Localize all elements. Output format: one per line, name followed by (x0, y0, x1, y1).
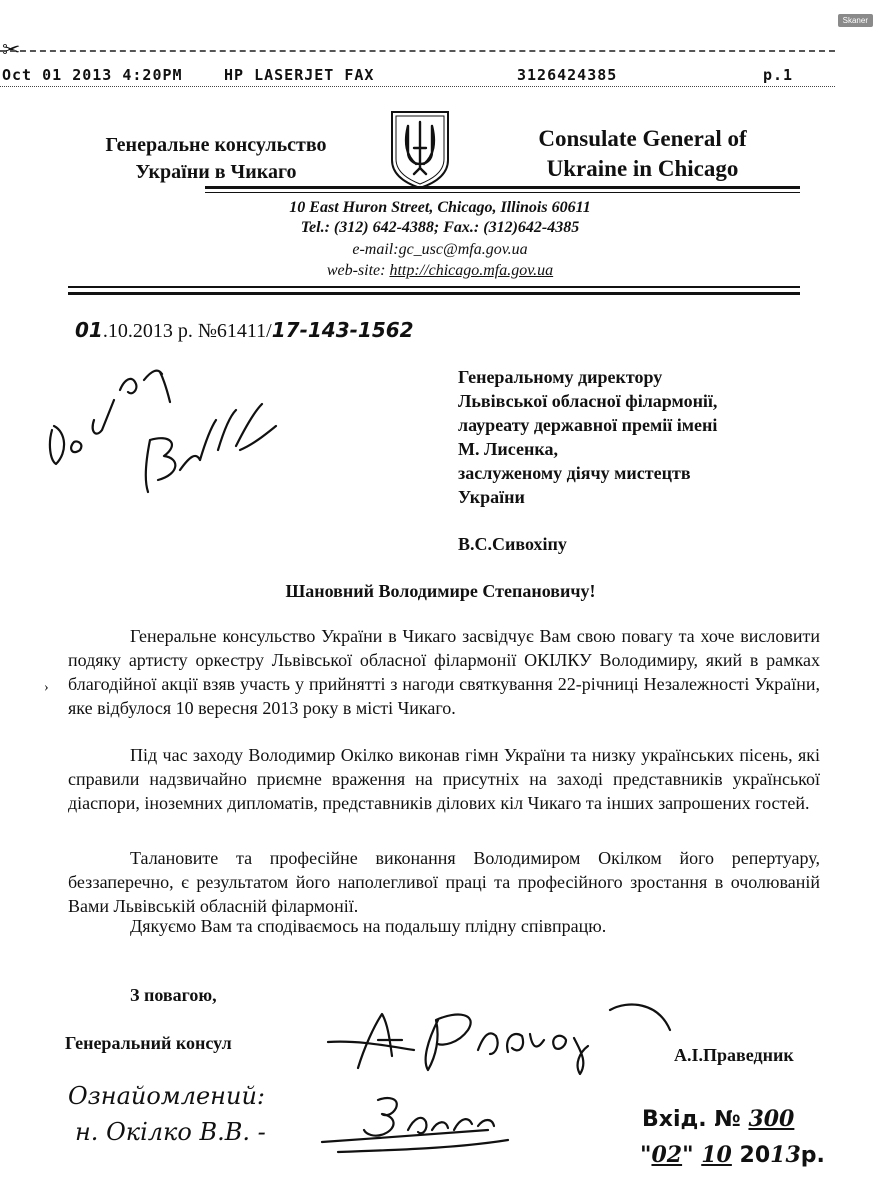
consulate-email: e-mail:gc_usc@mfa.gov.ua (352, 241, 528, 258)
cut-line (0, 50, 835, 52)
scissors-icon: ✂ (2, 38, 21, 63)
consulate-name-en-line2: Ukraine in Chicago (546, 156, 739, 181)
consulate-address: 10 East Huron Street, Chicago, Illinois 60611 (289, 199, 591, 216)
address-rule (68, 286, 800, 288)
consulate-website-line (180, 262, 700, 280)
incoming-stamp-number (642, 1106, 794, 1132)
recipient-line: М. Лисенка, (458, 439, 558, 459)
signatory-name: А.І.Праведник (674, 1045, 794, 1065)
recipient-name: В.С.Сивохіпу (458, 534, 567, 554)
reference-number: 17-143-1562 (271, 318, 414, 342)
fax-date: Oct 01 2013 4:20PM (2, 66, 183, 84)
incoming-month: 10 (701, 1142, 732, 1168)
body-paragraph: Генеральне консульство України в Чикаго засвідчує Вам свою повагу та хоче висловити подяку артисту оркестру Львівської обласної філармонії ОКІЛКУ Володимиру, який в рамках благодійної акції взяв участь у прийнятті з нагоди святкування 22-річниці Незалежності України, яке відбулося 10 вересня 2013 року в місті Чикаго. (68, 626, 820, 718)
body-paragraph: Дякуємо Вам та сподіваємось на подальшу плідну співпрацю. (130, 916, 607, 936)
incoming-year-prefix: 20 (739, 1143, 771, 1168)
incoming-date-quote: " (682, 1143, 694, 1168)
fax-page: p.1 (763, 66, 794, 84)
recipient-line: України (458, 487, 525, 507)
consulate-name-ua-line1: Генеральне консульство (105, 134, 327, 156)
incoming-day: 02 (651, 1142, 683, 1168)
acknowledgement-signature (318, 1090, 518, 1160)
margin-mark: › (44, 680, 49, 695)
incoming-year: 13 (770, 1142, 801, 1168)
incoming-label: Вхід. № (642, 1107, 741, 1132)
consulate-phone-fax: Tel.: (312) 642-4388; Fax.: (312)642-4385 (300, 219, 580, 236)
salutation: Шановний Володимире Степановичу! (285, 581, 596, 601)
body-paragraph: Талановите та професійне виконання Володимиром Окілком його репертуару, беззаперечно, є результатом його наполегливої праці та професійного зростання в очолюваній Вами Львівській обласній філармонії. (68, 848, 820, 916)
website-label: web-site: (326, 262, 386, 279)
consulate-name-ua (78, 132, 354, 186)
incoming-date-quote: " (640, 1143, 652, 1168)
recipient-line: заслуженому діячу мистецтв (458, 463, 691, 483)
handwritten-resolution-signature (40, 360, 280, 500)
recipient-line: Львівської обласної філармонії, (458, 391, 718, 411)
acknowledgement-name: н. Окілко В.В. - (75, 1118, 266, 1146)
reference-date: .10.2013 р. №61411/ (102, 320, 272, 342)
consul-signature (318, 990, 678, 1080)
address-rule-thick (68, 292, 800, 295)
outgoing-reference (75, 318, 414, 343)
fax-device: HP LASERJET FAX (224, 66, 375, 84)
consulate-name-ua-line2: України в Чикаго (135, 161, 297, 183)
incoming-year-suffix: р. (800, 1143, 825, 1168)
website-link[interactable]: http://chicago.mfa.gov.ua (389, 262, 554, 279)
fax-header-rule (0, 86, 835, 87)
closing: З повагою, (130, 985, 217, 1005)
consulate-name-en (520, 124, 765, 184)
scanner-watermark: Skaner (838, 14, 873, 27)
consulate-name-en-line1: Consulate General of (538, 126, 747, 151)
trident-emblem-icon (388, 108, 452, 190)
letterhead-rule (205, 186, 800, 189)
letterhead-rule-thin (205, 192, 800, 193)
reference-day: 01 (75, 318, 103, 342)
recipient-block (458, 365, 788, 509)
signatory-title: Генеральний консул (65, 1033, 232, 1053)
incoming-stamp-date (640, 1142, 825, 1168)
incoming-number: 300 (748, 1106, 795, 1132)
acknowledgement-label: Ознайомлений: (68, 1082, 265, 1110)
body-paragraph: Під час заходу Володимир Окілко виконав гімн України та низку українських пісень, які справили надзвичайно приємне враження на присутніх на заході представників української діаспори, іноземних дипломатів, представників ділових кіл Чикаго та інших запрошених гостей. (68, 745, 820, 813)
recipient-line: Генеральному директору (458, 367, 663, 387)
fax-number: 3126424385 (517, 66, 618, 84)
recipient-line: лауреату державної премії імені (458, 415, 718, 435)
